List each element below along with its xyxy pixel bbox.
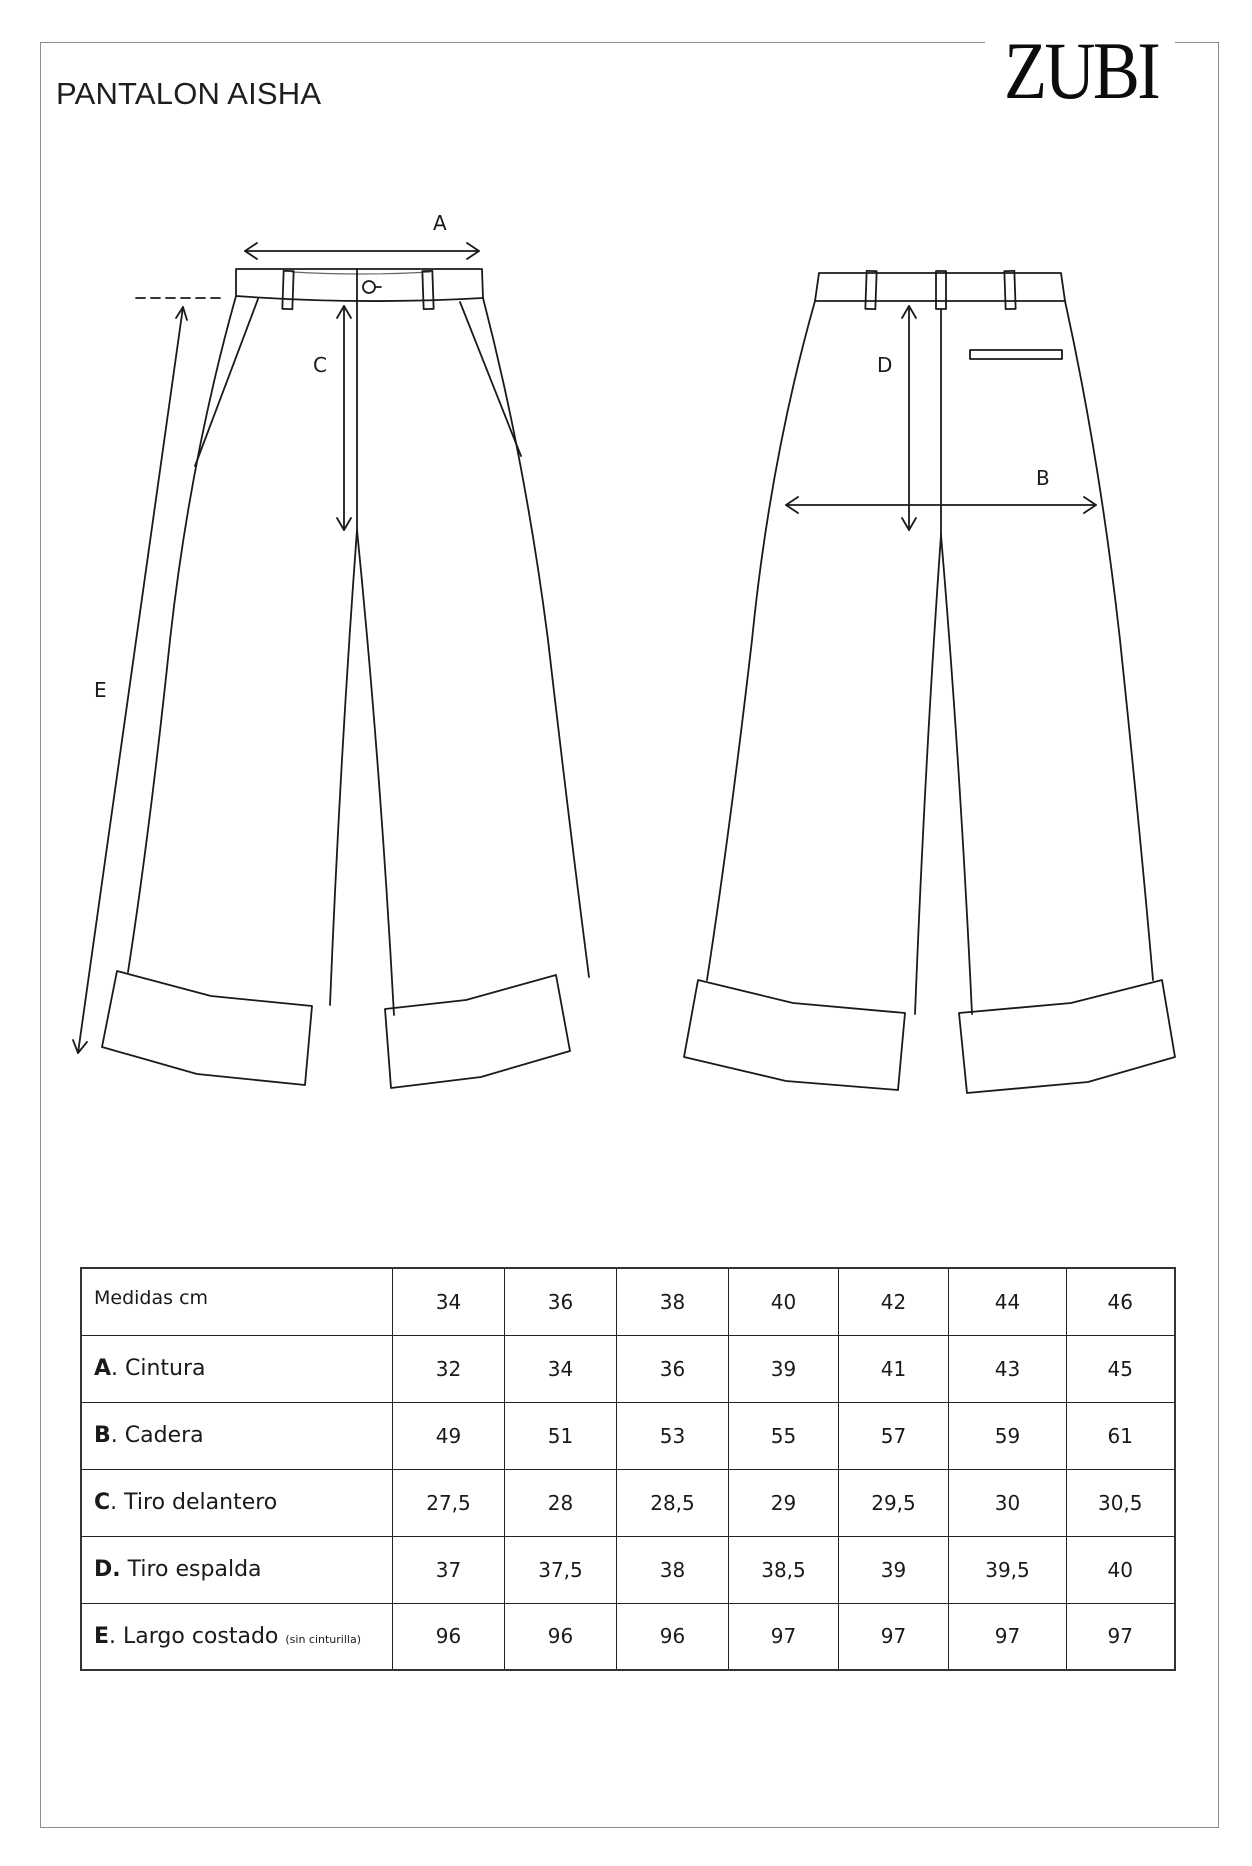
- table-cell: 38: [617, 1536, 729, 1603]
- size-header: 46: [1067, 1268, 1175, 1335]
- back-left-inseam: [915, 535, 941, 1014]
- table-cell: 30,5: [1067, 1469, 1175, 1536]
- belt-loop: [282, 271, 293, 309]
- size-chart-table: [80, 1267, 1176, 1671]
- table-cell: 32: [393, 1335, 505, 1402]
- back-left-leg: [707, 301, 815, 980]
- table-cell: 39: [729, 1335, 839, 1402]
- dimension-a-label: A: [433, 211, 447, 235]
- table-cell: 40: [1067, 1536, 1175, 1603]
- table-cell: 59: [949, 1402, 1067, 1469]
- dimension-d-label: D: [877, 353, 893, 377]
- table-cell: 61: [1067, 1402, 1175, 1469]
- size-header: 38: [617, 1268, 729, 1335]
- row-name: . Cadera: [110, 1423, 204, 1448]
- table-header-row: [81, 1268, 1175, 1335]
- table-cell: 96: [393, 1603, 505, 1670]
- row-name: Tiro espalda: [120, 1557, 262, 1582]
- belt-loop: [936, 271, 946, 309]
- row-letter: D.: [94, 1557, 121, 1582]
- table-cell: 36: [617, 1335, 729, 1402]
- front-left-leg: [128, 296, 236, 972]
- row-label: [81, 1469, 393, 1536]
- product-title: PANTALON AISHA: [56, 76, 322, 111]
- table-cell: 37: [393, 1536, 505, 1603]
- table-cell: 97: [1067, 1603, 1175, 1670]
- table-cell: 43: [949, 1335, 1067, 1402]
- button-icon: [363, 281, 375, 293]
- table-cell: 57: [839, 1402, 949, 1469]
- front-left-pocket: [195, 299, 258, 466]
- row-label: [81, 1335, 393, 1402]
- size-header: 40: [729, 1268, 839, 1335]
- row-label: [81, 1603, 393, 1670]
- size-header: 44: [949, 1268, 1067, 1335]
- table-cell: 96: [505, 1603, 617, 1670]
- back-right-leg: [1065, 301, 1153, 980]
- table-cell: 28,5: [617, 1469, 729, 1536]
- table-row: [81, 1402, 1175, 1469]
- table-cell: 97: [729, 1603, 839, 1670]
- belt-loop: [422, 271, 433, 309]
- dimension-e-label: E: [94, 678, 107, 702]
- table-row: [81, 1603, 1175, 1670]
- table-cell: 97: [949, 1603, 1067, 1670]
- size-header: 42: [839, 1268, 949, 1335]
- brand-logo: ZUBI: [1004, 25, 1159, 116]
- table-cell: 38,5: [729, 1536, 839, 1603]
- row-label: [81, 1402, 393, 1469]
- front-right-inseam: [357, 530, 394, 1015]
- table-cell: 45: [1067, 1335, 1175, 1402]
- table-cell: 51: [505, 1402, 617, 1469]
- row-letter: E: [94, 1623, 110, 1649]
- row-name: . Cintura: [111, 1356, 206, 1381]
- table-row: [81, 1335, 1175, 1402]
- row-letter: C: [94, 1490, 111, 1515]
- table-cell: 27,5: [393, 1469, 505, 1536]
- row-label: [81, 1536, 393, 1603]
- back-view: [684, 271, 1175, 1093]
- back-waistband: [815, 273, 1065, 301]
- row-note: (sin cinturilla): [285, 1632, 362, 1646]
- dimension-b-label: B: [1036, 466, 1050, 490]
- front-view: [73, 211, 589, 1088]
- back-left-cuff: [684, 980, 905, 1090]
- table-cell: 34: [505, 1335, 617, 1402]
- row-letter: A: [94, 1356, 112, 1381]
- header-label: Medidas cm: [81, 1268, 393, 1335]
- back-pocket: [970, 350, 1062, 359]
- back-right-inseam: [941, 535, 972, 1014]
- table-cell: 49: [393, 1402, 505, 1469]
- table-cell: 39: [839, 1536, 949, 1603]
- front-waistband-inner-line: [292, 272, 430, 274]
- table-cell: 39,5: [949, 1536, 1067, 1603]
- front-left-cuff: [102, 971, 312, 1085]
- row-letter: B: [94, 1423, 111, 1448]
- table-cell: 41: [839, 1335, 949, 1402]
- table-cell: 37,5: [505, 1536, 617, 1603]
- table-cell: 29,5: [839, 1469, 949, 1536]
- row-name: . Tiro delantero: [110, 1490, 278, 1515]
- table-cell: 55: [729, 1402, 839, 1469]
- dimension-c-label: C: [313, 353, 327, 377]
- size-header: 36: [505, 1268, 617, 1335]
- table-cell: 29: [729, 1469, 839, 1536]
- table-cell: 53: [617, 1402, 729, 1469]
- belt-loop: [865, 271, 876, 309]
- table-cell: 97: [839, 1603, 949, 1670]
- back-right-cuff: [959, 980, 1175, 1093]
- table-cell: 28: [505, 1469, 617, 1536]
- table-row: [81, 1469, 1175, 1536]
- table-cell: 30: [949, 1469, 1067, 1536]
- table-cell: 96: [617, 1603, 729, 1670]
- front-right-cuff: [385, 975, 570, 1088]
- front-left-inseam: [330, 530, 357, 1005]
- table-row: [81, 1536, 1175, 1603]
- belt-loop: [1004, 271, 1015, 309]
- size-header: 34: [393, 1268, 505, 1335]
- row-name: . Largo costado: [109, 1623, 286, 1649]
